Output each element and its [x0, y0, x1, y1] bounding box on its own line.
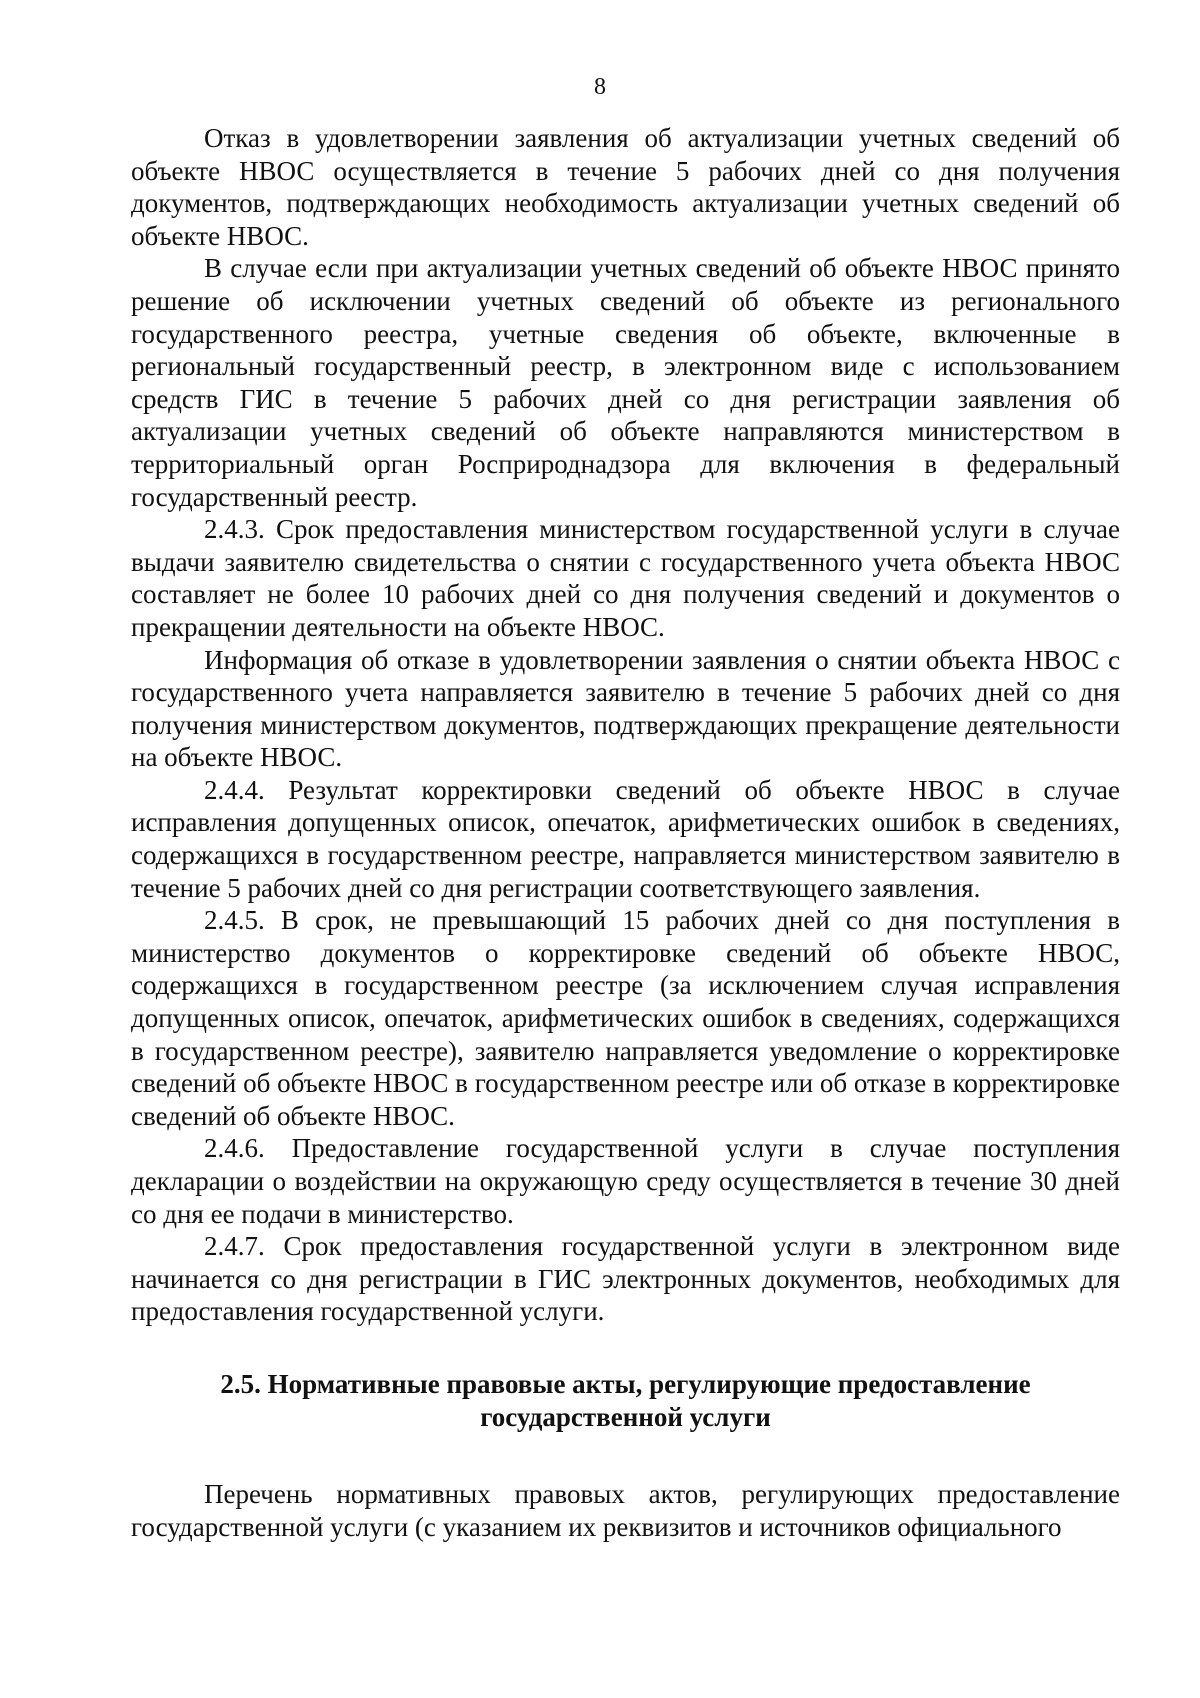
section-heading-line: 2.5. Нормативные правовые акты, регулирующие предоставление: [220, 1368, 1031, 1399]
paragraph: Информация об отказе в удовлетворении заявления о снятии объекта НВОС с государственного учета направляется заявителю в течение 5 рабочих дней со дня получения министерством документов, подтверждающих прекращение деятельности на объекте НВОС.: [131, 644, 1120, 773]
paragraph: Отказ в удовлетворении заявления об актуализации учетных сведений об объекте НВОС осуществляется в течение 5 рабочих дней со дня получения документов, подтверждающих необходимость актуализации учетных сведений об объекте НВОС.: [131, 123, 1120, 251]
paragraph: В случае если при актуализации учетных сведений об объекте НВОС принято решение об исключении учетных сведений об объекте из регионального государственного реестра, учетные сведения об объекте, включенные в региональный государственный реестр, в электронном виде с использованием средств ГИС в течение 5 рабочих дней со дня регистрации заявления об актуализации учетных сведений об объекте направляются министерством в территориальный орган Росприроднадзора для включения в федеральный государственный реестр.: [131, 253, 1120, 512]
page-number: 8: [594, 74, 606, 100]
paragraph: 2.4.7. Срок предоставления государственной услуги в электронном виде начинается со дня регистрации в ГИС электронных документов, необходимых для предоставления государственной услуги.: [131, 1231, 1120, 1327]
paragraph: Перечень нормативных правовых актов, регулирующих предоставление государственной услуги (с указанием их реквизитов и источников официального: [131, 1478, 1120, 1542]
document-body: [131, 122, 1120, 1543]
paragraph: 2.4.3. Срок предоставления министерством государственной услуги в случае выдачи заявителю свидетельства о снятии с государственного учета объекта НВОС составляет не более 10 рабочих дней со дня получения сведений и документов о прекращении деятельности на объекте НВОС.: [131, 514, 1120, 642]
paragraph: 2.4.4. Результат корректировки сведений об объекте НВОС в случае исправления допущенных описок, опечаток, арифметических ошибок в сведениях, содержащихся в государственном реестре, направляется министерством заявителю в течение 5 рабочих дней со дня регистрации соответствующего заявления.: [131, 774, 1120, 903]
paragraph: 2.4.6. Предоставление государственной услуги в случае поступления декларации о воздействии на окружающую среду осуществляется в течение 30 дней со дня ее подачи в министерство.: [131, 1133, 1120, 1229]
section-heading: [131, 1368, 1120, 1434]
section-heading-line: государственной услуги: [480, 1401, 771, 1432]
paragraph: 2.4.5. В срок, не превышающий 15 рабочих дней со дня поступления в министерство документов о корректировке сведений об объекте НВОС, содержащихся в государственном реестре (за исключением случая исправления допущенных описок, опечаток, арифметических ошибок в сведениях, содержащихся в государственном реестре), заявителю направляется уведомление о корректировке сведений об объекте НВОС в государственном реестре или об отказе в корректировке сведений об объекте НВОС.: [131, 905, 1120, 1131]
